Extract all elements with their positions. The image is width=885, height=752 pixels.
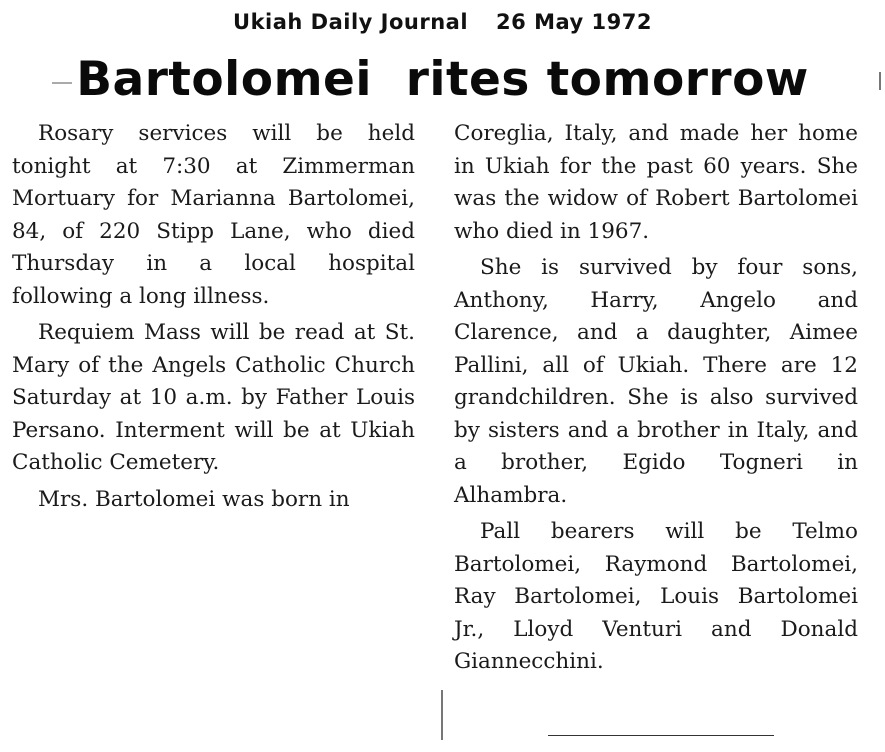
print-speck [52,82,72,84]
article-paragraph: Coreglia, Italy, and made her home in Ukiah for the past 60 years. She was the widow of Robert Bartolomei who died in 1967. [454,121,858,244]
end-of-article-rule [548,735,774,736]
article-paragraph: Rosary services will be held tonight at 7:30 at Zimmerman Mortuary for Marianna Bartolomei, 84, of 220 Stipp Lane, who died Thursday in a local hospital following a long illness. [12,121,415,309]
article-paragraph: Pall bearers will be Telmo Bartolomei, Raymond Bartolomei, Ray Bartolomei, Louis Bartolomei Jr., Lloyd Venturi and Donald Giannecchini. [454,519,858,674]
print-speck [879,72,881,90]
article-column-left [12,118,415,520]
publication-date: 26 May 1972 [496,10,652,34]
article-headline: Bartolomei rites tomorrow [76,52,809,107]
publication-name: Ukiah Daily Journal [233,10,469,34]
article-paragraph: Requiem Mass will be read at St. Mary of the Angels Catholic Church Saturday at 10 a.m. by Father Louis Persano. Interment will be at Ukiah Catholic Cemetery. [12,320,415,475]
print-speck [441,690,443,740]
article-column-right [454,118,858,683]
newspaper-header [0,10,885,34]
article-paragraph: She is survived by four sons, Anthony, Harry, Angelo and Clarence, and a daughter, Aimee Pallini, all of Ukiah. There are 12 grandchildren. She is also survived by sisters and a brother in Italy, and a brother, Egido Togneri in Alhambra. [454,255,858,508]
article-paragraph: Mrs. Bartolomei was born in [38,486,350,512]
